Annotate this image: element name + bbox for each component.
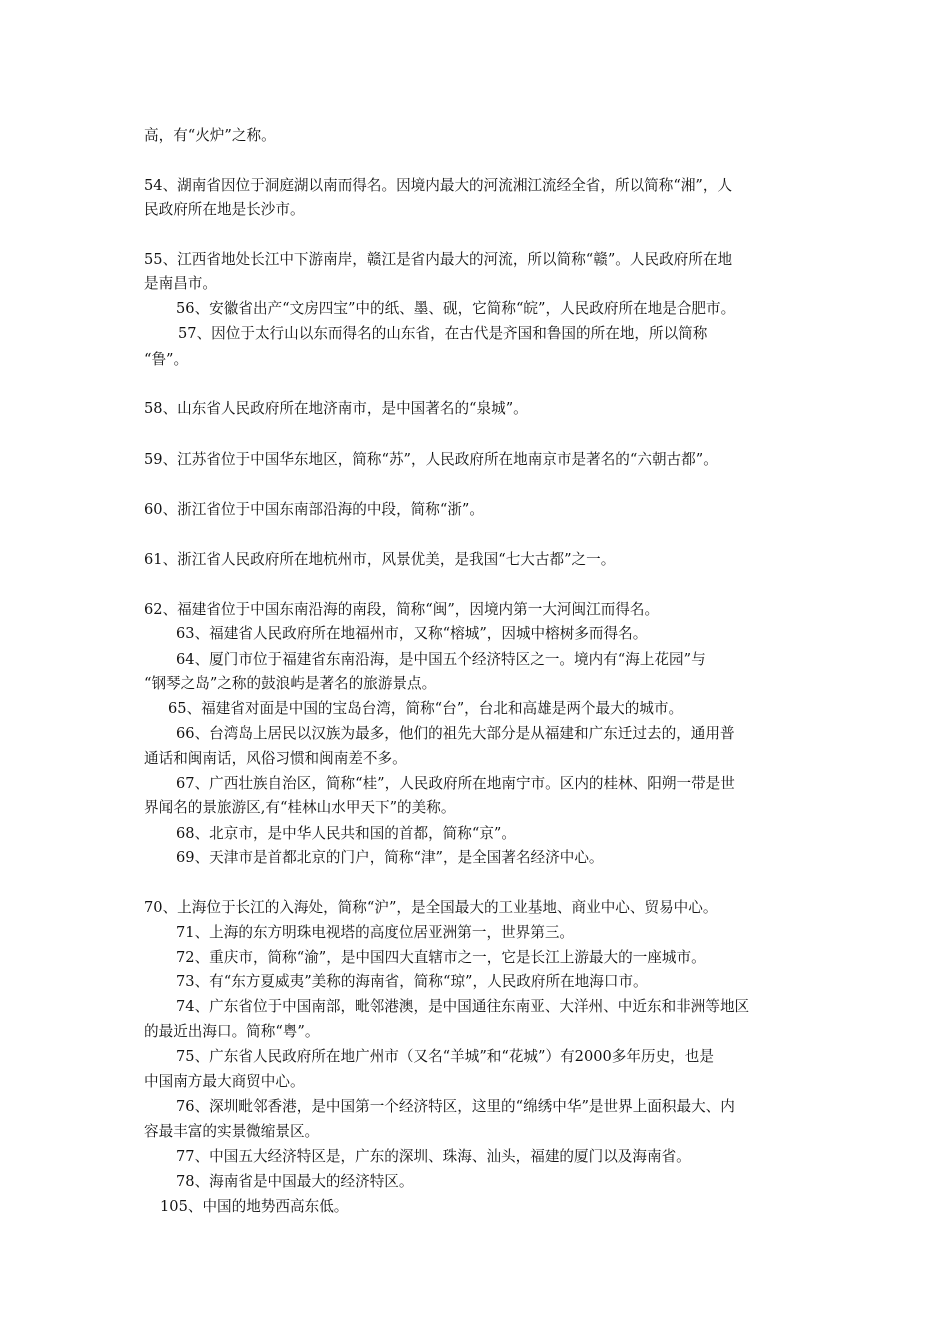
text-line: 64、厦门市位于福建省东南沿海，是中国五个经济特区之一。境内有“海上花园”与 [176,651,706,668]
text-line: 60、浙江省位于中国东南部沿海的中段，简称“浙”。 [144,501,484,518]
text-line: 界闻名的景旅游区,有“桂林山水甲天下”的美称。 [144,799,456,816]
text-line: 76、深圳毗邻香港，是中国第一个经济特区，这里的“绵绣中华”是世界上面积最大、内 [176,1098,735,1115]
text-line: 是南昌市。 [144,275,217,292]
text-line: 58、山东省人民政府所在地济南市，是中国著名的“泉城”。 [144,400,528,417]
text-line: 73、有“东方夏威夷”美称的海南省，简称“琼”，人民政府所在地海口市。 [176,973,648,990]
text-line: 57、因位于太行山以东而得名的山东省，在古代是齐国和鲁国的所在地，所以简称 [178,325,708,342]
text-line: 68、北京市，是中华人民共和国的首都，简称“京”。 [176,825,516,842]
text-line: “钢琴之岛”之称的鼓浪屿是著名的旅游景点。 [144,675,437,692]
text-line: 72、重庆市，简称“渝”，是中国四大直辖市之一，它是长江上游最大的一座城市。 [176,949,706,966]
text-line: 高，有“火炉”之称。 [144,127,276,144]
text-line: 77、中国五大经济特区是，广东的深圳、珠海、汕头，福建的厦门以及海南省。 [176,1148,691,1165]
text-line: 78、海南省是中国最大的经济特区。 [176,1173,414,1190]
text-line: 民政府所在地是长沙市。 [144,201,305,218]
text-line: 74、广东省位于中国南部，毗邻港澳，是中国通往东南亚、大洋州、中近东和非洲等地区 [176,998,750,1015]
text-line: 69、天津市是首都北京的门户，简称“津”，是全国著名经济中心。 [176,849,604,866]
text-line: 的最近出海口。简称“粤”。 [144,1023,320,1040]
text-line: 65、福建省对面是中国的宝岛台湾，简称“台”，台北和高雄是两个最大的城市。 [168,700,684,717]
text-line: 75、广东省人民政府所在地广州市（又名“羊城”和“花城”）有2000多年历史，也是 [176,1048,714,1065]
text-line: 59、江苏省位于中国华东地区，简称“苏”，人民政府所在地南京市是著名的“六朝古都”。 [144,451,718,468]
text-line: “鲁”。 [144,351,189,368]
text-line: 61、浙江省人民政府所在地杭州市，风景优美，是我国“七大古都”之一。 [144,551,616,568]
text-line: 55、江西省地处长江中下游南岸，赣江是省内最大的河流，所以简称“赣”。人民政府所在地 [144,251,733,268]
text-line: 70、上海位于长江的入海处，简称“沪”，是全国最大的工业基地、商业中心、贸易中心。 [144,899,718,916]
text-line: 67、广西壮族自治区，简称“桂”，人民政府所在地南宁市。区内的桂林、阳朔一带是世 [176,775,735,792]
text-line: 容最丰富的实景微缩景区。 [144,1123,320,1140]
text-line: 63、福建省人民政府所在地福州市，又称“榕城”，因城中榕树多而得名。 [176,625,648,642]
text-line: 66、台湾岛上居民以汉族为最多，他们的祖先大部分是从福建和广东迁过去的，通用普 [176,725,735,742]
text-line: 56、安徽省出产“文房四宝”中的纸、墨、砚，它简称“皖”，人民政府所在地是合肥市。 [176,300,736,317]
text-line: 71、上海的东方明珠电视塔的高度位居亚洲第一，世界第三。 [176,924,575,941]
text-line: 通话和闽南话，风俗习惯和闽南差不多。 [144,750,407,767]
text-line: 62、福建省位于中国东南沿海的南段，简称“闽”，因境内第一大河闽江而得名。 [144,601,660,618]
text-line: 54、湖南省因位于洞庭湖以南而得名。因境内最大的河流湘江流经全省，所以简称“湘”，人 [144,177,733,194]
text-line: 中国南方最大商贸中心。 [144,1073,305,1090]
text-line: 105、中国的地势西高东低。 [160,1198,349,1215]
